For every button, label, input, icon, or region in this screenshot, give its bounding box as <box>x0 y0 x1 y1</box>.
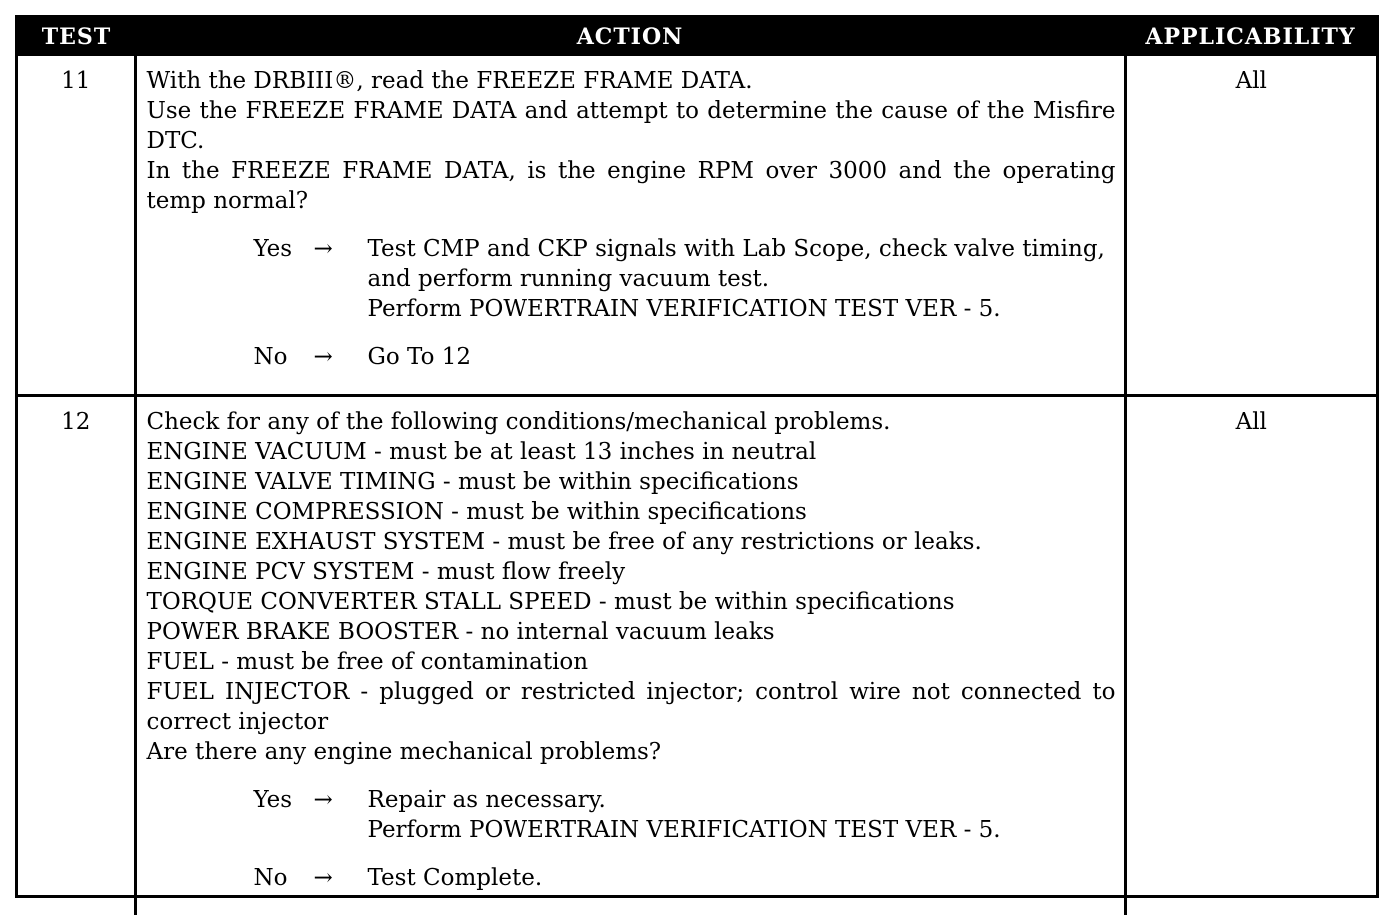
action-line: ENGINE PCV SYSTEM - must flow freely <box>147 557 1116 587</box>
no-instructions <box>368 342 1116 372</box>
arrow-right-icon: → <box>314 863 368 893</box>
action-line: TORQUE CONVERTER STALL SPEED - must be within specifications <box>147 587 1116 617</box>
action-line: Are there any engine mechanical problems? <box>147 737 1116 767</box>
applicability-value: All <box>1125 56 1376 396</box>
no-answer <box>147 863 1116 893</box>
test-number: 12 <box>18 396 135 915</box>
action-line: In the FREEZE FRAME DATA, is the engine RPM over 3000 and the operating temp normal? <box>147 156 1116 216</box>
action-line: ENGINE VALVE TIMING - must be within specifications <box>147 467 1116 497</box>
header-test: TEST <box>18 18 135 56</box>
yes-instructions <box>368 234 1116 324</box>
yes-label: Yes <box>254 785 314 845</box>
yes-instructions <box>368 785 1116 845</box>
yes-instruction-line: Perform POWERTRAIN VERIFICATION TEST VER - 5. <box>368 294 1116 324</box>
header-applicability: APPLICABILITY <box>1125 18 1376 56</box>
action-cell <box>135 396 1125 915</box>
no-label: No <box>254 863 314 893</box>
action-line: Check for any of the following conditions/mechanical problems. <box>147 407 1116 437</box>
action-cell <box>135 56 1125 396</box>
header-action: ACTION <box>135 18 1125 56</box>
arrow-right-icon: → <box>314 342 368 372</box>
arrow-right-icon: → <box>314 234 368 324</box>
arrow-right-icon: → <box>314 785 368 845</box>
table-row <box>18 56 1376 396</box>
yes-instruction-line: Perform POWERTRAIN VERIFICATION TEST VER - 5. <box>368 815 1116 845</box>
action-line: ENGINE VACUUM - must be at least 13 inches in neutral <box>147 437 1116 467</box>
no-answer <box>147 342 1116 372</box>
action-line: FUEL INJECTOR - plugged or restricted injector; control wire not connected to correct injector <box>147 677 1116 737</box>
action-line: Use the FREEZE FRAME DATA and attempt to determine the cause of the Misfire DTC. <box>147 96 1116 156</box>
action-line: FUEL - must be free of contamination <box>147 647 1116 677</box>
test-number: 11 <box>18 56 135 396</box>
no-instructions <box>368 863 1116 893</box>
yes-instruction-line: Repair as necessary. <box>368 785 1116 815</box>
answer-list <box>147 234 1116 372</box>
yes-answer <box>147 785 1116 845</box>
yes-answer <box>147 234 1116 324</box>
no-label: No <box>254 342 314 372</box>
yes-instruction-line: Test CMP and CKP signals with Lab Scope, check valve timing, and perform running vacuum test. <box>368 234 1116 294</box>
table-row <box>18 396 1376 915</box>
diagnostic-table <box>18 18 1376 915</box>
action-line: ENGINE EXHAUST SYSTEM - must be free of any restrictions or leaks. <box>147 527 1116 557</box>
action-line: ENGINE COMPRESSION - must be within specifications <box>147 497 1116 527</box>
applicability-value: All <box>1125 396 1376 915</box>
action-line: POWER BRAKE BOOSTER - no internal vacuum leaks <box>147 617 1116 647</box>
no-instruction-line: Test Complete. <box>368 863 1116 893</box>
diagnostic-test-page <box>15 15 1379 898</box>
answer-list <box>147 785 1116 893</box>
action-line: With the DRBIII®, read the FREEZE FRAME DATA. <box>147 66 1116 96</box>
yes-label: Yes <box>254 234 314 324</box>
table-header-row <box>18 18 1376 56</box>
no-instruction-line: Go To 12 <box>368 342 1116 372</box>
